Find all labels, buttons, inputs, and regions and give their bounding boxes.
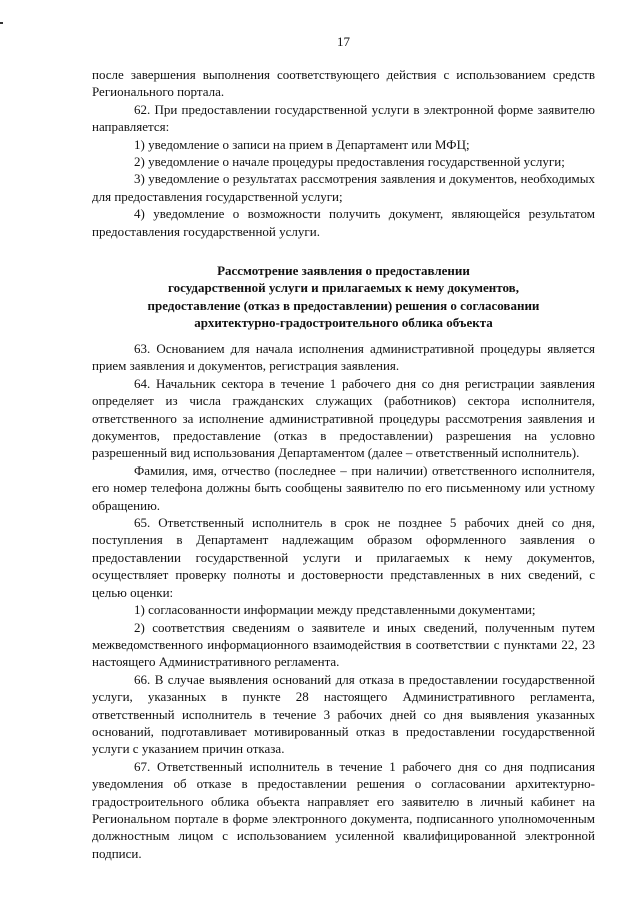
top-section bbox=[92, 66, 595, 240]
heading-line-4: архитектурно-градостроительного облика объекта bbox=[194, 315, 493, 331]
paragraph-62: 62. При предоставлении государственной услуги в электронной форме заявителю направляется: bbox=[92, 101, 595, 135]
paragraph-67: 67. Ответственный исполнитель в течение 1 рабочего дня со дня подписания уведомления об отказе в предоставлении решения о согласовании архитектурно-градостроительного облика объекта направляет его заявителю в личный кабинет на Региональном портале в форме электронного документа, подписанного уполномоченным должностным лицом с использованием усиленной квалифицированной электронной подписи. bbox=[92, 758, 595, 861]
heading-line-3: предоставление (отказ в предоставлении) решения о согласовании bbox=[147, 297, 540, 313]
list-item-65-2: 2) соответствия сведениям о заявителе и иных сведений, полученным путем межведомственного информационного взаимодействия в соответствии с пунктами 22, 23 настоящего Административного регламента. bbox=[92, 619, 595, 670]
list-item-65-1: 1) согласованности информации между представленными документами; bbox=[134, 602, 536, 618]
body-section bbox=[92, 340, 595, 862]
list-item-62-4: 4) уведомление о возможности получить документ, являющейся результатом предоставления государственной услуги. bbox=[92, 206, 595, 239]
list-item-62-2: 2) уведомление о начале процедуры предоставления государственной услуги; bbox=[134, 154, 565, 170]
paragraph-63: 63. Основанием для начала исполнения административной процедуры является прием заявления и документов, регистрация заявления. bbox=[92, 341, 595, 374]
paragraph-64-note: Фамилия, имя, отчество (последнее – при наличии) ответственного исполнителя, его номер телефона должны быть сообщены заявителю по его письменному или устному обращению. bbox=[92, 462, 595, 513]
paragraph-64: 64. Начальник сектора в течение 1 рабочего дня со дня регистрации заявления определяет из числа гражданских служащих (работников) сектора исполнителя, ответственного за исполнение административной процедуры рассмотрения заявления и документов, предоставление (отказ в предоставлении) разрешения на условно разрешенный вид использования Департаментом (далее – ответственный исполнитель). bbox=[92, 375, 595, 461]
list-item-62-1: 1) уведомление о записи на прием в Департамент или МФЦ; bbox=[134, 136, 470, 152]
heading-line-2: государственной услуги и прилагаемых к нему документов, bbox=[168, 280, 519, 296]
heading-line-1: Рассмотрение заявления о предоставлении bbox=[217, 263, 470, 278]
paragraph-66: 66. В случае выявления оснований для отказа в предоставлении государственной услуги, указанных в пункте 28 настоящего Административного регламента, ответственный исполнитель в течение 3 рабочих дней со дня выявления указанных оснований, подготавливает мотивированный отказ в предоставлении государственной услуги с указанием причин отказа. bbox=[92, 671, 595, 757]
scan-edge-mark bbox=[0, 22, 3, 24]
document-page bbox=[92, 0, 595, 905]
section-heading bbox=[92, 262, 595, 332]
list-item-62-3: 3) уведомление о результатах рассмотрения заявления и документов, необходимых для предоставления государственной услуги; bbox=[92, 171, 595, 204]
page-number: 17 bbox=[337, 34, 350, 49]
paragraph-continuation: после завершения выполнения соответствующего действия с использованием средств Регионального портала. bbox=[92, 67, 595, 100]
paragraph-65: 65. Ответственный исполнитель в срок не позднее 5 рабочих дней со дня, поступления в Департамент надлежащим образом оформленного заявления о предоставлении государственной услуги и прилагаемых к нему документов, осуществляет проверку полноты и достоверности представленных в них сведений, с целью оценки: bbox=[92, 515, 595, 600]
